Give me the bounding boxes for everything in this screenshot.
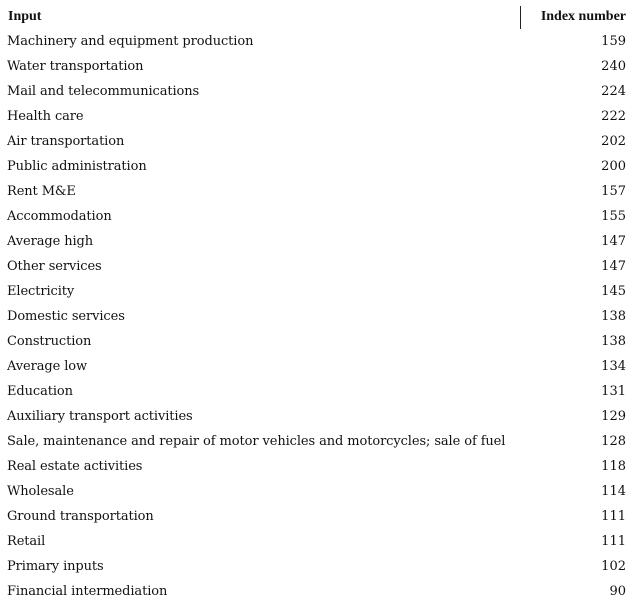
- table-row: [7, 329, 626, 354]
- cell-index-number: 147: [601, 259, 626, 274]
- table-row: [7, 29, 626, 54]
- cell-index-number: 129: [601, 409, 626, 424]
- cell-input-name: Public administration: [7, 159, 147, 174]
- cell-input-name: Ground transportation: [7, 509, 154, 524]
- table-row: [7, 179, 626, 204]
- cell-input-name: Average low: [7, 359, 88, 374]
- cell-index-number: 200: [601, 159, 626, 174]
- column-divider: [520, 6, 521, 29]
- table-body: [7, 29, 626, 604]
- table-row: [7, 104, 626, 129]
- cell-input-name: Primary inputs: [7, 559, 104, 574]
- index-table: [7, 4, 626, 604]
- table-row: [7, 79, 626, 104]
- cell-index-number: 128: [601, 434, 626, 449]
- cell-input-name: Real estate activities: [7, 459, 143, 474]
- cell-input-name: Construction: [7, 334, 92, 349]
- table-row: [7, 554, 626, 579]
- cell-index-number: 138: [601, 309, 626, 324]
- cell-index-number: 118: [601, 459, 626, 474]
- table-row: [7, 454, 626, 479]
- cell-index-number: 111: [601, 534, 626, 549]
- cell-input-name: Water transportation: [7, 59, 144, 74]
- cell-input-name: Electricity: [7, 284, 75, 299]
- cell-input-name: Education: [7, 384, 73, 399]
- cell-input-name: Accommodation: [7, 209, 112, 224]
- cell-index-number: 131: [601, 384, 626, 399]
- cell-input-name: Retail: [7, 534, 46, 549]
- cell-input-name: Sale, maintenance and repair of motor vehicles and motorcycles; sale of fuel: [7, 434, 506, 449]
- table-row: [7, 54, 626, 79]
- cell-index-number: 147: [601, 234, 626, 249]
- column-header-input: Input: [8, 9, 42, 24]
- table-row: [7, 204, 626, 229]
- table-row: [7, 154, 626, 179]
- table-row: [7, 354, 626, 379]
- cell-index-number: 134: [601, 359, 626, 374]
- cell-input-name: Mail and telecommunications: [7, 84, 200, 99]
- table-row: [7, 529, 626, 554]
- cell-input-name: Wholesale: [7, 484, 74, 499]
- cell-index-number: 145: [601, 284, 626, 299]
- cell-input-name: Machinery and equipment production: [7, 34, 254, 49]
- cell-index-number: 240: [601, 59, 626, 74]
- cell-index-number: 102: [601, 559, 626, 574]
- cell-index-number: 111: [601, 509, 626, 524]
- cell-index-number: 114: [601, 484, 626, 499]
- cell-input-name: Auxiliary transport activities: [7, 409, 193, 424]
- table-row: [7, 379, 626, 404]
- cell-index-number: 90: [609, 584, 626, 599]
- cell-index-number: 159: [601, 34, 626, 49]
- cell-index-number: 224: [601, 84, 626, 99]
- table-row: [7, 504, 626, 529]
- table-header-row: [7, 4, 626, 29]
- cell-input-name: Domestic services: [7, 309, 125, 324]
- cell-index-number: 138: [601, 334, 626, 349]
- table-row: [7, 279, 626, 304]
- cell-index-number: 222: [601, 109, 626, 124]
- cell-index-number: 202: [601, 134, 626, 149]
- column-header-index-number: Index number: [540, 9, 626, 24]
- table-row: [7, 404, 626, 429]
- cell-input-name: Financial intermediation: [7, 584, 168, 599]
- cell-input-name: Rent M&E: [7, 184, 76, 199]
- cell-index-number: 157: [601, 184, 626, 199]
- table-row: [7, 229, 626, 254]
- table-row: [7, 479, 626, 504]
- cell-input-name: Average high: [7, 234, 94, 249]
- cell-index-number: 155: [601, 209, 626, 224]
- table-row: [7, 304, 626, 329]
- cell-input-name: Other services: [7, 259, 102, 274]
- cell-input-name: Air transportation: [7, 134, 125, 149]
- cell-input-name: Health care: [7, 109, 84, 124]
- table-row: [7, 254, 626, 279]
- table-row: [7, 129, 626, 154]
- table-row: [7, 429, 626, 454]
- table-row: [7, 579, 626, 604]
